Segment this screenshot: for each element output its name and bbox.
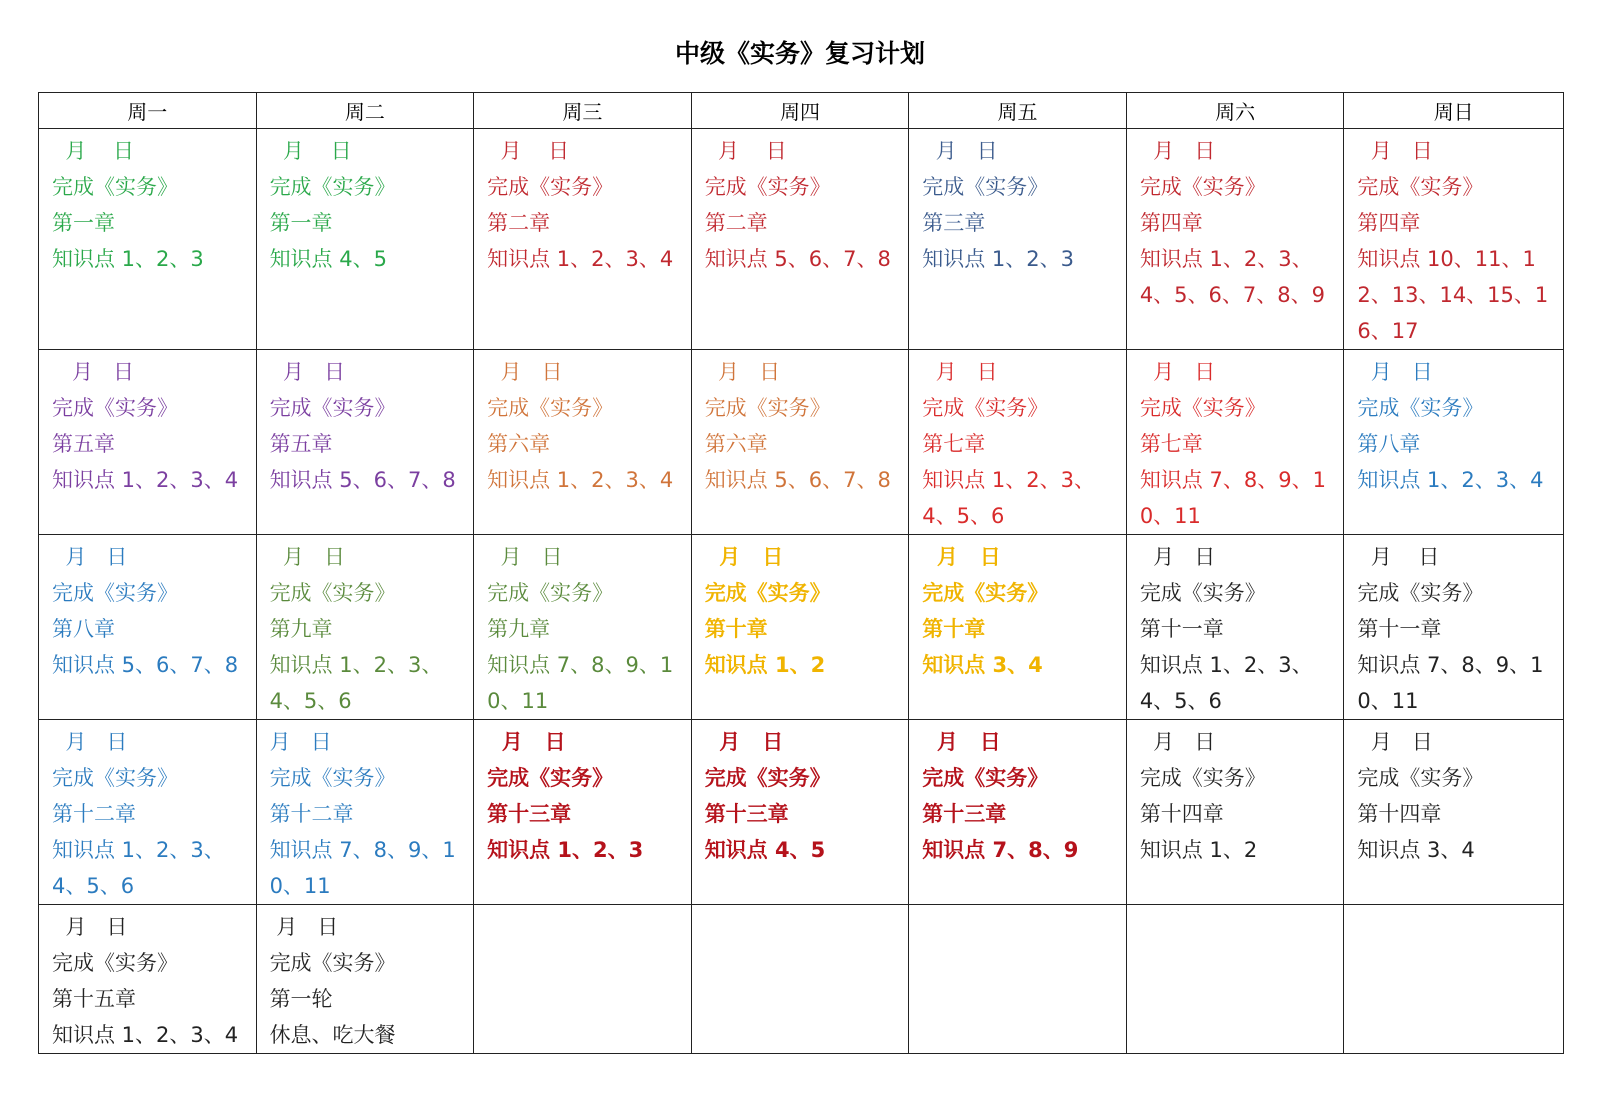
date-line: 月 日 bbox=[704, 730, 784, 754]
points-line: 知识点 1、2、3、4 bbox=[487, 468, 674, 492]
book-line: 完成《实务》 bbox=[487, 396, 614, 420]
day-cell bbox=[1344, 535, 1564, 720]
book-line: 完成《实务》 bbox=[52, 396, 178, 420]
empty-day-cell bbox=[1126, 905, 1344, 1054]
date-line: 月 日 bbox=[52, 545, 128, 569]
chapter-line: 第十一章 bbox=[1357, 617, 1442, 641]
date-line: 月 日 bbox=[52, 730, 128, 754]
day-cell bbox=[256, 905, 474, 1054]
date-line: 月 日 bbox=[269, 139, 352, 163]
points-line: 知识点 1、2、3、4、5、6 bbox=[1139, 653, 1313, 713]
points-line: 知识点 1、2、3 bbox=[487, 838, 644, 862]
chapter-line: 第十二章 bbox=[52, 802, 136, 826]
day-cell bbox=[256, 350, 474, 535]
points-line: 知识点 1、2、3、4 bbox=[52, 468, 239, 492]
chapter-line: 第十章 bbox=[704, 617, 768, 641]
points-line: 知识点 1、2 bbox=[704, 653, 826, 677]
date-line: 月 日 bbox=[52, 915, 128, 939]
date-line: 月 日 bbox=[704, 360, 781, 384]
book-line: 完成《实务》 bbox=[922, 766, 1049, 790]
book-line: 完成《实务》 bbox=[269, 581, 396, 605]
chapter-line: 第七章 bbox=[922, 432, 986, 456]
points-line: 知识点 4、5 bbox=[704, 838, 826, 862]
day-cell bbox=[474, 720, 692, 905]
book-line: 完成《实务》 bbox=[52, 766, 178, 790]
day-cell bbox=[256, 129, 474, 350]
points-line: 休息、吃大餐 bbox=[269, 1023, 396, 1047]
date-line: 月 日 bbox=[922, 139, 998, 163]
points-line: 知识点 5、6、7、8 bbox=[704, 468, 891, 492]
points-line: 知识点 7、8、9 bbox=[922, 838, 1079, 862]
week-row bbox=[39, 720, 1564, 905]
chapter-line: 第八章 bbox=[1357, 432, 1421, 456]
chapter-line: 第十四章 bbox=[1139, 802, 1224, 826]
day-cell bbox=[256, 720, 474, 905]
day-cell bbox=[909, 720, 1127, 905]
book-line: 完成《实务》 bbox=[487, 766, 614, 790]
chapter-line: 第四章 bbox=[1357, 211, 1421, 235]
week-row bbox=[39, 905, 1564, 1054]
empty-day-cell bbox=[909, 905, 1127, 1054]
chapter-line: 第六章 bbox=[487, 432, 551, 456]
book-line: 完成《实务》 bbox=[704, 175, 831, 199]
day-cell bbox=[909, 129, 1127, 350]
chapter-line: 第十一章 bbox=[1139, 617, 1224, 641]
chapter-line: 第三章 bbox=[922, 211, 986, 235]
chapter-line: 第六章 bbox=[704, 432, 768, 456]
points-line: 知识点 7、8、9、10、11 bbox=[269, 838, 456, 898]
book-line: 完成《实务》 bbox=[269, 766, 396, 790]
day-cell bbox=[1344, 129, 1564, 350]
day-cell bbox=[39, 535, 257, 720]
points-line: 知识点 1、2、3、4、5、6 bbox=[52, 838, 225, 898]
chapter-line: 第十三章 bbox=[487, 802, 572, 826]
date-line: 月 日 bbox=[52, 360, 135, 384]
chapter-line: 第一章 bbox=[52, 211, 115, 235]
day-cell bbox=[1126, 129, 1344, 350]
header-thursday: 周四 bbox=[691, 93, 909, 129]
empty-day-cell bbox=[1344, 905, 1564, 1054]
date-line: 月 日 bbox=[922, 730, 1001, 754]
header-tuesday: 周二 bbox=[256, 93, 474, 129]
book-line: 完成《实务》 bbox=[269, 175, 396, 199]
date-line: 月 日 bbox=[1139, 545, 1216, 569]
date-line: 月 日 bbox=[487, 730, 566, 754]
header-monday: 周一 bbox=[39, 93, 257, 129]
points-line: 知识点 1、2、3、4 bbox=[1357, 468, 1544, 492]
book-line: 完成《实务》 bbox=[1139, 175, 1266, 199]
header-friday: 周五 bbox=[909, 93, 1127, 129]
header-sunday: 周日 bbox=[1344, 93, 1564, 129]
day-cell bbox=[39, 905, 257, 1054]
date-line: 月 日 bbox=[704, 545, 784, 569]
chapter-line: 第十三章 bbox=[922, 802, 1007, 826]
book-line: 完成《实务》 bbox=[269, 951, 396, 975]
book-line: 完成《实务》 bbox=[487, 175, 614, 199]
date-line: 月 日 bbox=[487, 360, 563, 384]
header-wednesday: 周三 bbox=[474, 93, 692, 129]
points-line: 知识点 10、11、12、13、14、15、16、17 bbox=[1357, 247, 1549, 343]
book-line: 完成《实务》 bbox=[922, 581, 1049, 605]
date-line: 月 日 bbox=[704, 139, 787, 163]
week-row bbox=[39, 535, 1564, 720]
page-title: 中级《实务》复习计划 bbox=[674, 39, 925, 68]
date-line: 月 日 bbox=[269, 730, 332, 754]
chapter-line: 第九章 bbox=[269, 617, 333, 641]
chapter-line: 第一章 bbox=[269, 211, 333, 235]
book-line: 完成《实务》 bbox=[704, 581, 831, 605]
points-line: 知识点 1、2、3、4、5、6 bbox=[922, 468, 1096, 528]
date-line: 月 日 bbox=[1357, 139, 1433, 163]
book-line: 完成《实务》 bbox=[704, 766, 831, 790]
day-cell bbox=[1126, 720, 1344, 905]
book-line: 完成《实务》 bbox=[52, 175, 178, 199]
day-cell bbox=[474, 535, 692, 720]
points-line: 知识点 3、4 bbox=[922, 653, 1043, 677]
day-cell bbox=[256, 535, 474, 720]
date-line: 月 日 bbox=[487, 139, 570, 163]
date-line: 月 日 bbox=[1139, 360, 1216, 384]
day-cell bbox=[39, 350, 257, 535]
review-plan-table bbox=[38, 92, 1564, 1054]
book-line: 完成《实务》 bbox=[1139, 396, 1266, 420]
points-line: 知识点 5、6、7、8 bbox=[704, 247, 891, 271]
chapter-line: 第二章 bbox=[487, 211, 551, 235]
book-line: 完成《实务》 bbox=[52, 951, 178, 975]
date-line: 月 日 bbox=[922, 360, 998, 384]
header-saturday: 周六 bbox=[1126, 93, 1344, 129]
day-cell bbox=[1126, 350, 1344, 535]
date-line: 月 日 bbox=[1139, 730, 1216, 754]
chapter-line: 第五章 bbox=[269, 432, 333, 456]
chapter-line: 第十四章 bbox=[1357, 802, 1442, 826]
book-line: 完成《实务》 bbox=[1357, 581, 1484, 605]
book-line: 完成《实务》 bbox=[922, 396, 1049, 420]
date-line: 月 日 bbox=[487, 545, 563, 569]
date-line: 月 日 bbox=[1139, 139, 1216, 163]
day-cell bbox=[909, 535, 1127, 720]
points-line: 知识点 5、6、7、8 bbox=[52, 653, 239, 677]
book-line: 完成《实务》 bbox=[1357, 766, 1484, 790]
chapter-line: 第十五章 bbox=[52, 987, 136, 1011]
chapter-line: 第八章 bbox=[52, 617, 115, 641]
date-line: 月 日 bbox=[52, 139, 135, 163]
chapter-line: 第五章 bbox=[52, 432, 115, 456]
date-line: 月 日 bbox=[1357, 545, 1440, 569]
book-line: 完成《实务》 bbox=[922, 175, 1049, 199]
day-cell bbox=[1344, 350, 1564, 535]
points-line: 知识点 1、2、3、4 bbox=[487, 247, 674, 271]
day-cell bbox=[691, 350, 909, 535]
points-line: 知识点 7、8、9、10、11 bbox=[1357, 653, 1544, 713]
chapter-line: 第四章 bbox=[1139, 211, 1203, 235]
points-line: 知识点 1、2、3 bbox=[52, 247, 204, 271]
book-line: 完成《实务》 bbox=[1357, 396, 1484, 420]
points-line: 知识点 1、2、3、4、5、6 bbox=[269, 653, 443, 713]
book-line: 完成《实务》 bbox=[704, 396, 831, 420]
day-cell bbox=[39, 129, 257, 350]
date-line: 月 日 bbox=[269, 360, 345, 384]
book-line: 完成《实务》 bbox=[1139, 581, 1266, 605]
points-line: 知识点 3、4 bbox=[1357, 838, 1475, 862]
chapter-line: 第二章 bbox=[704, 211, 768, 235]
points-line: 知识点 7、8、9、10、11 bbox=[1139, 468, 1326, 528]
day-cell bbox=[39, 720, 257, 905]
book-line: 完成《实务》 bbox=[269, 396, 396, 420]
day-cell bbox=[474, 350, 692, 535]
book-line: 完成《实务》 bbox=[1357, 175, 1484, 199]
points-line: 知识点 1、2 bbox=[1139, 838, 1258, 862]
day-cell bbox=[691, 535, 909, 720]
points-line: 知识点 1、2、3 bbox=[922, 247, 1075, 271]
week-row bbox=[39, 350, 1564, 535]
book-line: 完成《实务》 bbox=[1139, 766, 1266, 790]
week-row bbox=[39, 129, 1564, 350]
empty-day-cell bbox=[691, 905, 909, 1054]
points-line: 知识点 5、6、7、8 bbox=[269, 468, 456, 492]
day-cell bbox=[474, 129, 692, 350]
date-line: 月 日 bbox=[1357, 360, 1433, 384]
points-line: 知识点 1、2、3、4 bbox=[52, 1023, 239, 1047]
empty-day-cell bbox=[474, 905, 692, 1054]
chapter-line: 第一轮 bbox=[269, 987, 333, 1011]
points-line: 知识点 7、8、9、10、11 bbox=[487, 653, 674, 713]
book-line: 完成《实务》 bbox=[52, 581, 178, 605]
day-cell bbox=[691, 129, 909, 350]
chapter-line: 第十三章 bbox=[704, 802, 789, 826]
day-cell bbox=[1126, 535, 1344, 720]
date-line: 月 日 bbox=[1357, 730, 1433, 754]
points-line: 知识点 4、5 bbox=[269, 247, 387, 271]
day-cell bbox=[1344, 720, 1564, 905]
date-line: 月 日 bbox=[269, 545, 345, 569]
chapter-line: 第七章 bbox=[1139, 432, 1203, 456]
date-line: 月 日 bbox=[269, 915, 339, 939]
chapter-line: 第十章 bbox=[922, 617, 986, 641]
points-line: 知识点 1、2、3、4、5、6、7、8、9 bbox=[1139, 247, 1325, 307]
chapter-line: 第十二章 bbox=[269, 802, 354, 826]
date-line: 月 日 bbox=[922, 545, 1001, 569]
chapter-line: 第九章 bbox=[487, 617, 551, 641]
weekday-header-row bbox=[39, 93, 1564, 129]
book-line: 完成《实务》 bbox=[487, 581, 614, 605]
day-cell bbox=[691, 720, 909, 905]
day-cell bbox=[909, 350, 1127, 535]
